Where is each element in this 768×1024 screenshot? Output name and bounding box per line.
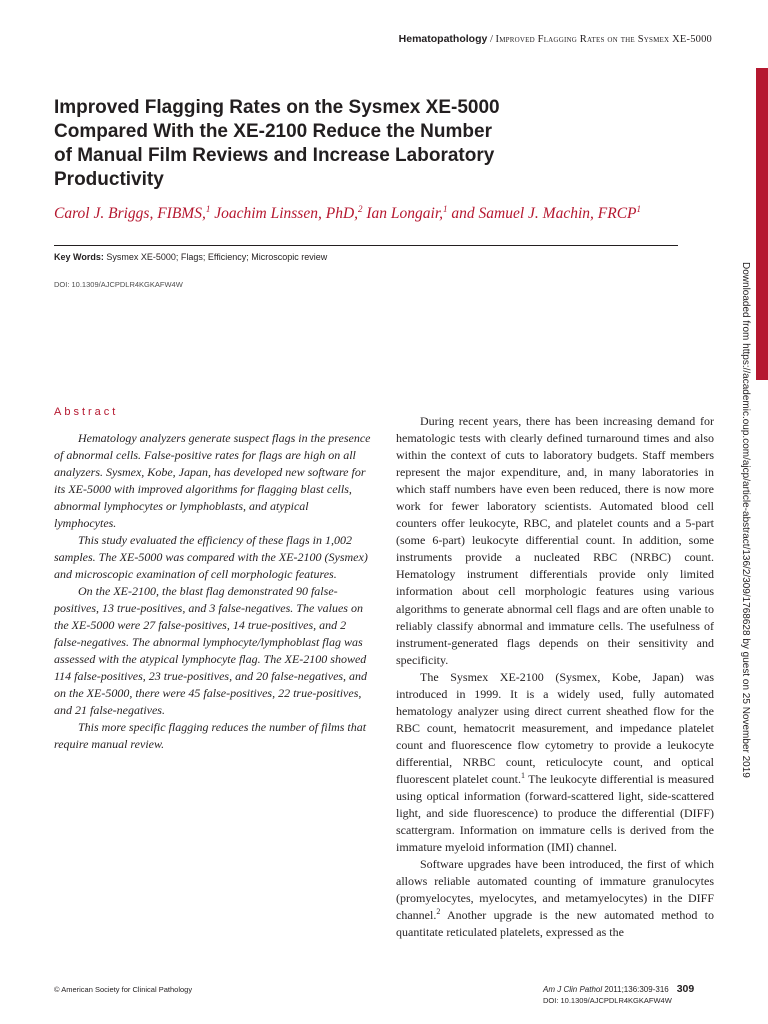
author-affiliation: 1 — [205, 204, 211, 214]
body-paragraph-text: The Sysmex XE-2100 (Sysmex, Kobe, Japan) was introduced in 1999. It is a widely used, fully automated hematology analyzer using direct current sheathed flow for the RBC count, hematocrit measurement, and impedance platelet count and fluorescence flow cytometry to provide a leukocyte differential, NRBC count, reticulocyte count, and optical fluorescent platelet count. — [396, 669, 714, 786]
author-list — [54, 204, 694, 223]
article-doi: DOI: 10.1309/AJCPDLR4KGKAFW4W — [54, 280, 183, 289]
page-number: 309 — [676, 983, 695, 995]
body-paragraph-text: During recent years, there has been increasing demand for hematologic tests with clearly defined turnaround times and also within the context of cuts to laboratory budgets. Staff members represent the major expenditure, and, in many laboratories in which staff numbers have even been reduced, there is now more work for fewer laboratory scientists. Automated blood cell counters offer leukocyte, RBC, and platelet counts and a 5-part (some 6-part) leukocyte differential count. In addition, some instruments provide a nucleated RBC (NRBC) count. Hematology instrument differentials provide only limited information about cell morphologic features using various algorithms to generate abnormal cell flags and are often unable to reliably classify abnormal and immature cells. The usefulness of instrument-generated flags depends on their sensitivity and specificity. — [396, 414, 714, 667]
abstract-paragraph: Hematology analyzers generate suspect flags in the presence of abnormal cells. False-positive rates for flags are high on all analyzers. Sysmex, Kobe, Japan, has developed new software for its XE-5000 with improved algorithms for flagging blast cells, abnormal lymphocytes or lymphoblasts, and atypical lymphocytes. — [54, 431, 371, 530]
body-text-column — [396, 413, 714, 941]
download-note-text: Downloaded from https://academic.oup.com/ajcp/article-abstract/136/2/309/1768628 by guest on 25 November 2019 — [740, 262, 751, 778]
author-affiliation: 2 — [358, 204, 363, 214]
citation-line — [543, 983, 715, 995]
body-paragraph-text: The leukocyte differential is measured using optical information (forward-scattered light, side-scattered light, and side fluorescence) to produce the differential (DIFF) scattergram. Information on immature cells is derived from the immature myeloid information (IMI) channel. — [396, 771, 714, 855]
abstract-paragraph: This study evaluated the efficiency of these flags in 1,002 samples. The XE-5000 was compared with the XE-2100 (Sysmex) and microscopic examination of cell morphologic features. — [54, 533, 368, 581]
body-paragraph-text: Another upgrade is the new automated method to quantitate reticulated platelets, expressed as the — [396, 908, 714, 940]
body-paragraph — [396, 856, 714, 941]
citation-footer — [543, 983, 715, 1005]
footer-doi: DOI: 10.1309/AJCPDLR4KGKAFW4W — [543, 996, 672, 1005]
abstract-heading: Abstract — [54, 406, 119, 418]
body-paragraph — [396, 413, 714, 669]
reference-marker[interactable]: 2 — [436, 907, 441, 917]
author-name: Ian Longair, — [362, 205, 444, 223]
abstract-paragraph: This more specific flagging reduces the number of films that require manual review. — [54, 720, 367, 751]
download-note — [736, 262, 766, 842]
abstract-paragraph: On the XE-2100, the blast flag demonstrated 90 false-positives, 13 true-positives, and 3 false-negatives. The values on the XE-5000 were 27 false-positives, 14 true-positives, and 2 false-negatives. The abnormal lymphocyte/lymphoblast flag was assessed with the atypical lymphocyte flag. The XE-2100 showed 114 false-positives, 23 true-positives, and 20 false-negatives, and on the XE-5000, there were 45 false-positives, 22 true-positives, and 21 false-negatives. — [54, 584, 368, 717]
author-affiliation: 1 — [443, 204, 448, 214]
abstract-text — [54, 430, 372, 753]
author-name: and Samuel J. Machin, FRCP — [447, 205, 637, 223]
article-title-line: of Manual Film Reviews and Increase Laboratory — [54, 145, 495, 166]
article-title — [54, 96, 654, 192]
author-name: Carol J. Briggs, FIBMS, — [54, 205, 206, 223]
running-head-separator: / — [487, 34, 496, 45]
running-head-section: Hematopathology — [398, 33, 488, 45]
body-paragraph — [396, 669, 714, 857]
copyright-notice: © American Society for Clinical Pathology — [54, 985, 193, 994]
citation-details: 2011;136:309-316 — [602, 985, 669, 994]
keywords — [54, 252, 694, 262]
running-head-short-title: Improved Flagging Rates on the Sysmex XE-5000 — [495, 34, 712, 45]
running-head — [399, 33, 712, 45]
reference-marker[interactable]: 1 — [521, 770, 526, 780]
author-name: Joachim Linssen, PhD, — [210, 205, 359, 223]
author-affiliation: 1 — [636, 204, 642, 214]
journal-name: Am J Clin Pathol — [543, 985, 603, 994]
article-title-line: Productivity — [54, 169, 164, 190]
article-title-line: Compared With the XE-2100 Reduce the Number — [54, 121, 492, 142]
header-divider — [54, 245, 678, 246]
keywords-list: Sysmex XE-5000; Flags; Efficiency; Microscopic review — [103, 252, 328, 262]
keywords-label: Key Words: — [54, 252, 104, 262]
article-title-line: Improved Flagging Rates on the Sysmex XE-5000 — [54, 97, 500, 118]
body-paragraph-text: Software upgrades have been introduced, the first of which allows reliable automated counting of immature granulocytes (promyelocytes, myelocytes, and metamyelocytes) in the DIFF channel. — [396, 857, 714, 923]
